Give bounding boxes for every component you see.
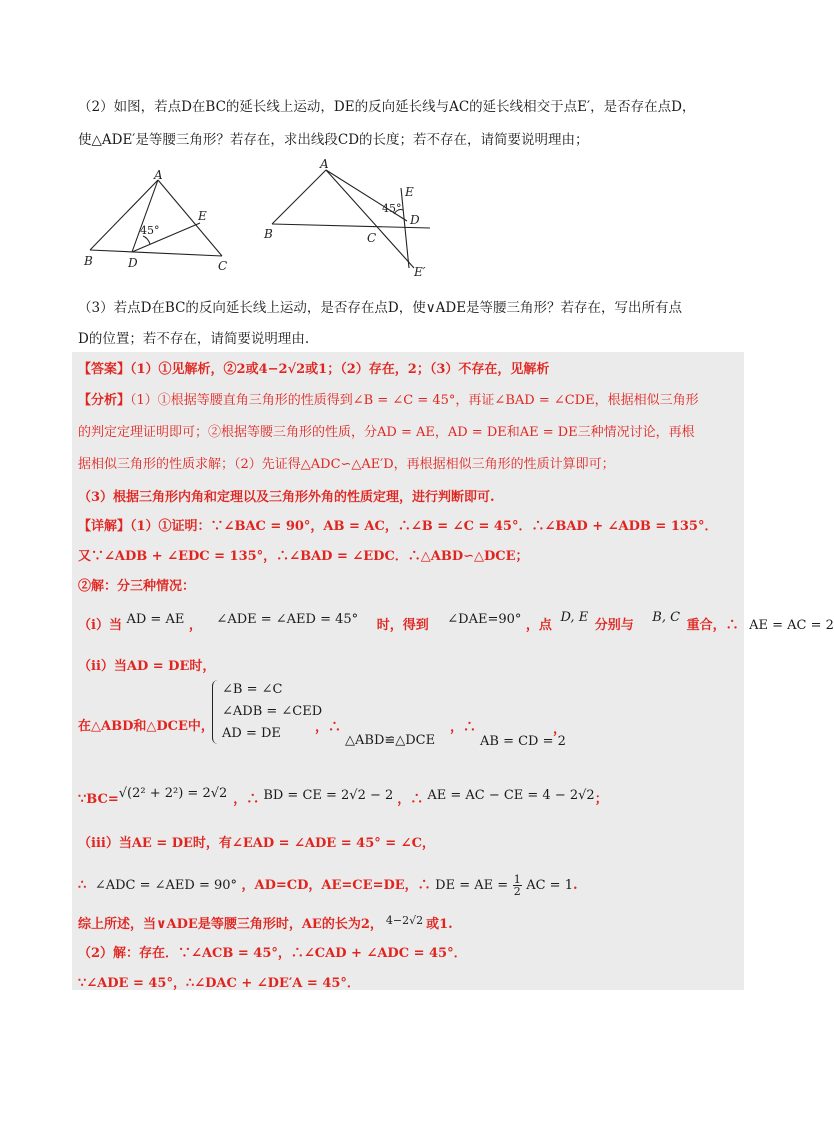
figure-1-side-bc (90, 250, 222, 256)
bc-line (78, 788, 608, 807)
detail-label: 【详解】 (78, 519, 131, 534)
analysis-line-2: 的判定定理证明即可；②根据等腰三角形的性质，分AD = AE，AD = DE和AE = DE三种情况讨论，再根 (78, 425, 695, 440)
answer-label: 【答案】 (78, 362, 131, 377)
answer-text: （1）①见解析，②2或4−2√2或1；（2）存在，2；（3）不存在，见解析 (130, 362, 550, 377)
analysis-label: 【分析】 (78, 393, 131, 408)
figure-2-line-bd (272, 224, 430, 228)
half-numerator: 1 (513, 873, 521, 886)
ae-value: AE = AC − CE = 4 − 2√2 (427, 788, 595, 803)
analysis-line-1 (78, 389, 699, 408)
bd-ce-value: BD = CE = 2√2 − 2 (263, 788, 394, 803)
figure-2-label-d: D (410, 213, 420, 227)
summary-end: 或1. (426, 917, 453, 932)
case-1-result: AE = AC = 2 (749, 618, 834, 633)
case-2-result: AB = CD = 2 (480, 734, 566, 749)
case-3-result-line (78, 874, 578, 897)
system-therefore-2: ，∴ (450, 720, 477, 735)
figure-1-side-ac (158, 180, 222, 256)
system-brace (212, 680, 221, 744)
case-3-equalities: ，AD=CD，AE=CE=DE，∴ (241, 878, 431, 893)
case-1-right-angle: ∠DAE=90° (447, 612, 522, 627)
case-1-line (78, 610, 834, 633)
bc-prefix: ∵BC= (78, 792, 119, 807)
figure-2-label-b: B (264, 227, 273, 241)
question-2-line-1: （2）如图，若点D在BC的延长线上运动，DE的反向延长线与AC的延长线相交于点E′，是否存在点D， (78, 99, 696, 115)
system-line-3: AD = DE (222, 726, 281, 741)
figure-2 (262, 156, 442, 281)
case-1-condition: AD = AE (126, 612, 185, 627)
case-2-end: ， (553, 722, 567, 737)
half-fraction (513, 874, 522, 897)
figure-1-angle-arc (143, 236, 150, 244)
part-2-line-1: （2）解：存在．∵∠ACB = 45°，∴∠CAD + ∠ADC = 45°． (78, 946, 467, 961)
case-3-therefore: ∴ (78, 878, 87, 893)
analysis-line-4: （3）根据三角形内角和定理以及三角形外角的性质定理，进行判断即可. (78, 490, 495, 505)
case-3-de-ae: DE = AE = (435, 878, 509, 893)
figure-2-angle-label: 45° (382, 202, 402, 215)
case-2-in-triangles: 在△ABD和△DCE中， (78, 719, 214, 734)
figure-1-label-a: A (154, 168, 163, 182)
analysis-line-3: 据相似三角形的性质求解；（2）先证得△ADC∽△AE′D，再根据相似三角形的性质计算即可； (78, 457, 615, 472)
figure-2-label-e-prime: E′ (414, 265, 426, 279)
detail-line-3: ②解：分三种情况： (78, 579, 196, 594)
case-1-with: 分别与 (594, 618, 634, 633)
system-therefore-1: ，∴ (315, 720, 342, 735)
figure-1-segment-ad (132, 180, 158, 252)
bc-value: √(2² + 2²) = 2√2 (118, 786, 228, 801)
question-3-line-1: （3）若点D在BC的反向延长线上运动，是否存在点D，使∨ADE是等腰三角形？若存在，写出所有点 (78, 300, 683, 316)
half-denominator: 2 (513, 885, 521, 898)
figure-1-angle-label: 45° (140, 224, 160, 237)
summary-text: 综上所述，当∨ADE是等腰三角形时，AE的长为2， (78, 917, 383, 932)
system-line-1: ∠B = ∠C (222, 682, 283, 697)
summary-value: 4−2√2 (385, 914, 424, 927)
question-2-line-2: 使△ADE′是等腰三角形？若存在，求出线段CD的长度；若不存在，请简要说明理由； (78, 132, 589, 148)
congruence: △ABD≌△DCE (345, 733, 436, 748)
case-1-points-bc: B, C (652, 610, 681, 625)
bc-end: ； (594, 792, 608, 807)
detail-line-1 (78, 515, 717, 534)
case-3-end: . (572, 878, 578, 893)
question-3-line-2: D的位置；若不存在，请简要说明理由. (78, 331, 310, 347)
summary-line (78, 913, 453, 932)
figure-2-label-a: A (320, 157, 329, 171)
figure-2-side-ab (272, 170, 326, 224)
figure-2-line-ae (326, 170, 414, 268)
bc-therefore-1: ，∴ (233, 792, 260, 807)
figure-1 (80, 168, 240, 278)
case-1-points-de: D, E (560, 610, 589, 625)
system-line-2: ∠ADB = ∠CED (222, 704, 323, 719)
figure-1-label-c: C (218, 259, 228, 273)
figure-2-line-ee (401, 188, 409, 268)
figure-1-label-d: D (128, 256, 138, 270)
case-1-comma: ， (188, 618, 202, 633)
case-3-right-angles: ∠ADC = ∠AED = 90° (94, 878, 238, 893)
analysis-text-1: （1）①根据等腰直角三角形的性质得到∠B = ∠C = 45°，再证∠BAD = ∠CDE，根据相似三角形 (130, 393, 699, 408)
case-3-result: AC = 1 (526, 878, 573, 893)
case-1-coincide: 重合，∴ (686, 618, 739, 633)
case-1-points-word: ，点 (525, 618, 552, 633)
case-1-angles: ∠ADE = ∠AED = 45° (216, 612, 359, 627)
case-1-then: 时，得到 (376, 618, 429, 633)
detail-text-1: （1）①证明：∵∠BAC = 90°，AB = AC，∴∠B = ∠C = 45°．∴∠BAD + ∠ADB = 135°． (130, 519, 718, 534)
case-1-prefix: （i）当 (78, 618, 122, 633)
part-2-line-2: ∵∠ADE = 45°，∴∠DAC + ∠DE′A = 45°． (78, 976, 360, 991)
figure-2-label-c: C (367, 231, 377, 245)
answer-line (78, 358, 549, 377)
bc-therefore-2: ，∴ (397, 792, 424, 807)
figure-2-label-e: E (405, 185, 414, 199)
case-3-line: （iii）当AE = DE时，有∠EAD = ∠ADE = 45° = ∠C， (78, 836, 435, 851)
figure-1-label-e: E (198, 209, 207, 223)
detail-line-2: 又∵∠ADB + ∠EDC = 135°，∴∠BAD = ∠EDC．∴△ABD∽△DCE； (78, 549, 529, 564)
case-2-line: （ii）当AD = DE时， (78, 659, 216, 674)
figure-1-label-b: B (84, 254, 93, 268)
